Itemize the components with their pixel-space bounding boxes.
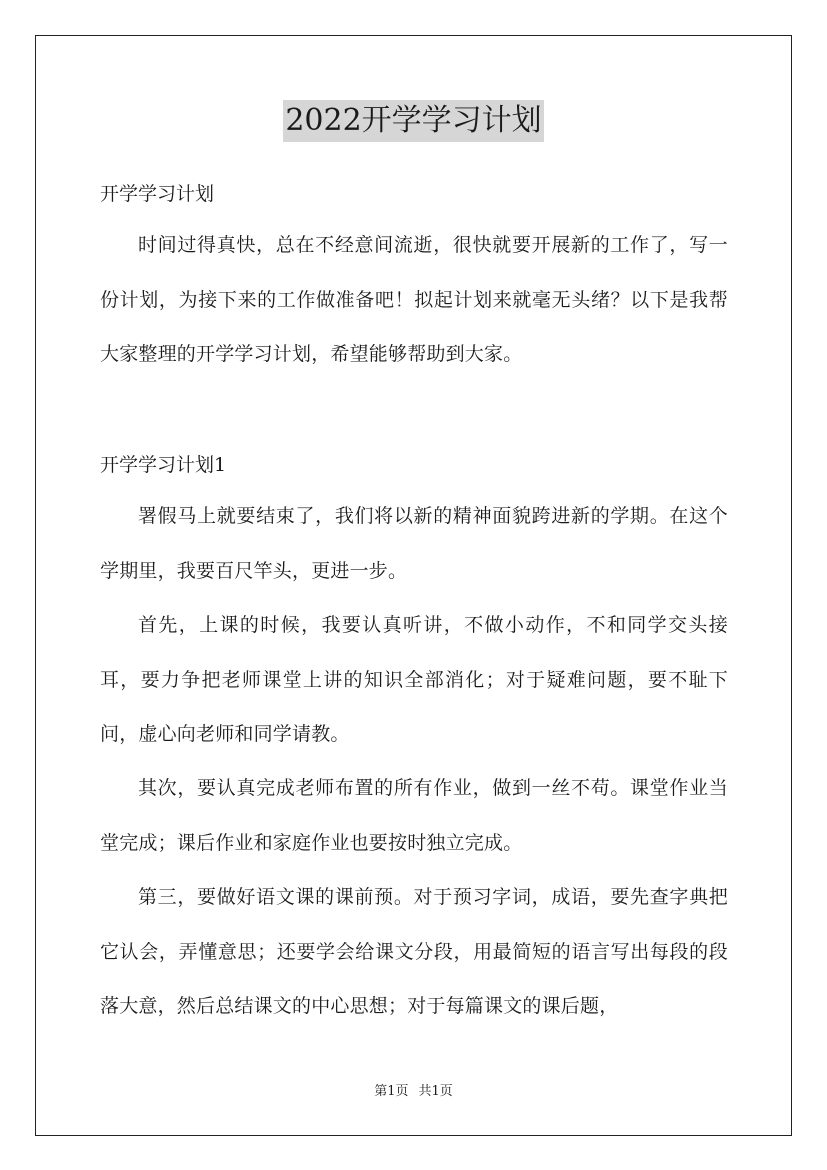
page-footer: [0, 1082, 827, 1102]
body-paragraph: 其次，要认真完成老师布置的所有作业，做到一丝不苟。课堂作业当堂完成；课后作业和家庭作业也要按时独立完成。: [100, 777, 728, 854]
document-subtitle: 开学学习计划: [100, 183, 215, 205]
document-title: 2022开学学习计划: [283, 100, 543, 142]
page-total: 共1页: [418, 1084, 453, 1099]
document-title-container: [0, 100, 827, 142]
section-heading: 开学学习计划1: [100, 454, 227, 476]
page-number: 第1页: [374, 1084, 409, 1099]
intro-paragraph: 时间过得真快，总在不经意间流逝，很快就要开展新的工作了，写一份计划，为接下来的工作做准备吧！拟起计划来就毫无头绪？以下是我帮大家整理的开学学习计划，希望能够帮助到大家。: [100, 234, 728, 365]
body-paragraph: 第三，要做好语文课的课前预。对于预习字词，成语，要先查字典把它认会，弄懂意思；还要学会给课文分段，用最简短的语言写出每段的段落大意，然后总结课文的中心思想；对于每篇课文的课后题，: [100, 886, 728, 1017]
body-paragraph: 首先，上课的时候，我要认真听讲，不做小动作，不和同学交头接耳，要力争把老师课堂上讲的知识全部消化；对于疑难问题，要不耻下问，虚心向老师和同学请教。: [100, 614, 728, 745]
body-paragraph: 署假马上就要结束了，我们将以新的精神面貌跨进新的学期。在这个学期里，我要百尺竿头，更进一步。: [100, 505, 728, 582]
